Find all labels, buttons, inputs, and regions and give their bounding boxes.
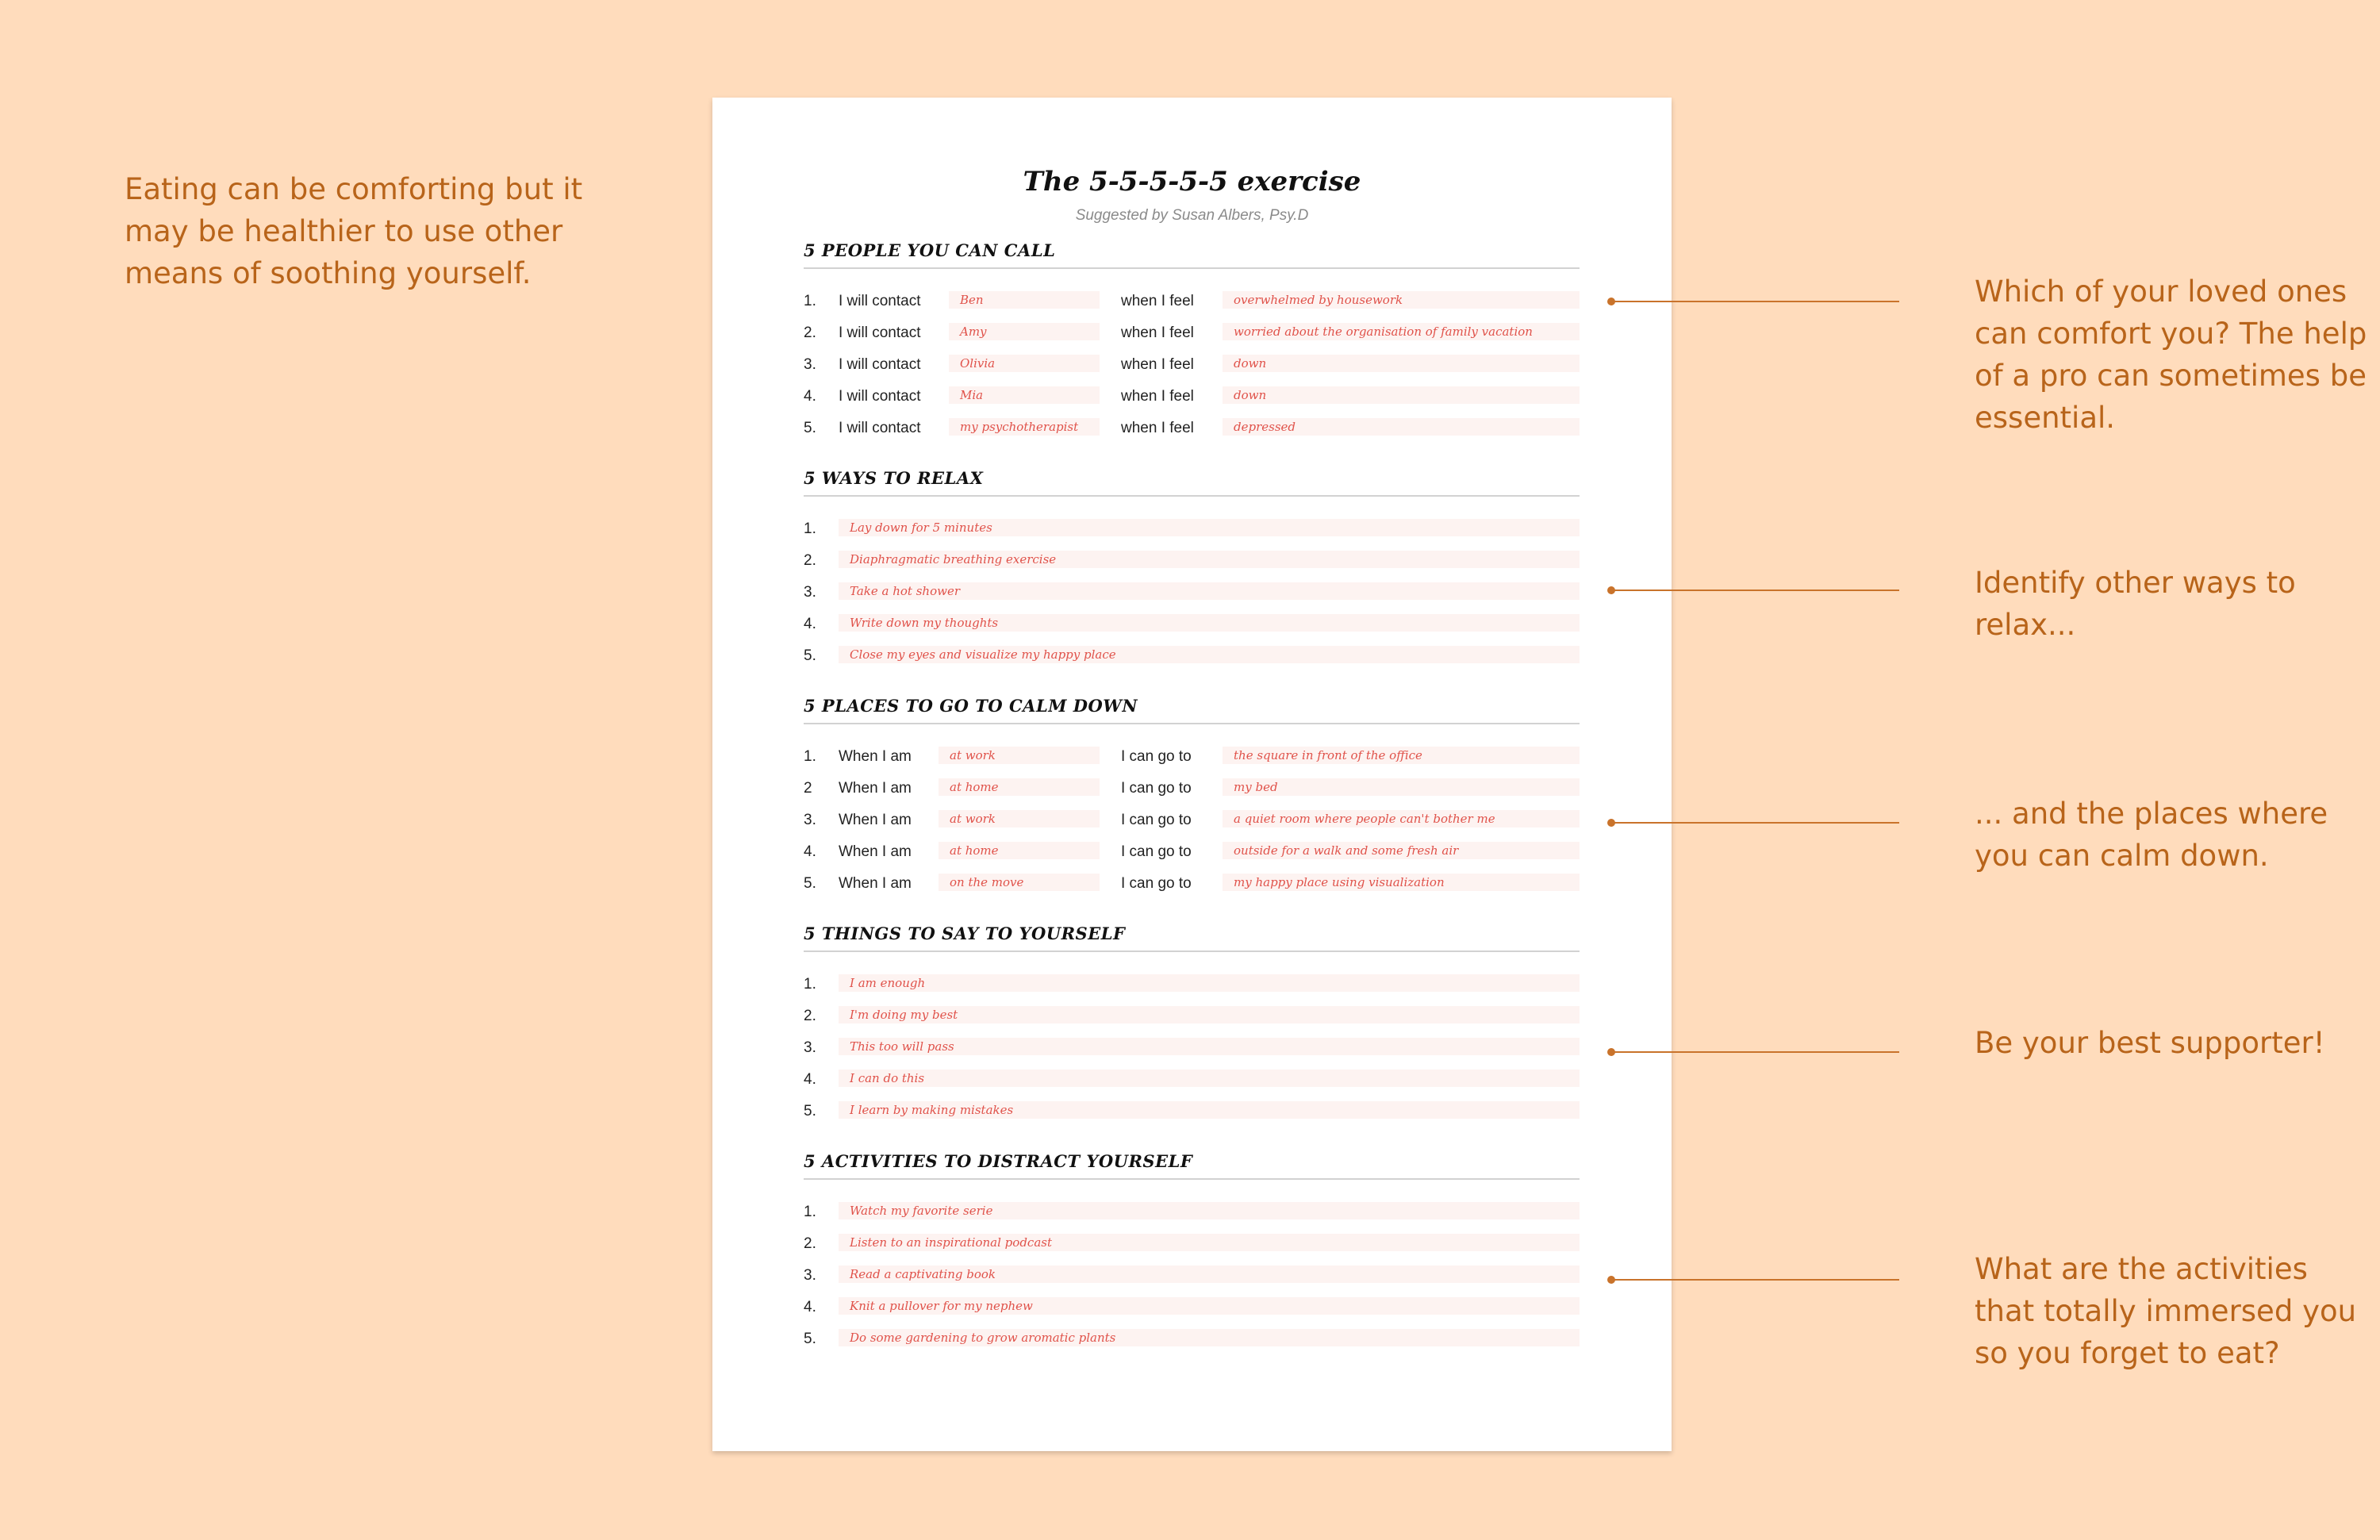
section-title: 5 PEOPLE YOU CAN CALL	[804, 240, 1580, 269]
section-title: 5 THINGS TO SAY TO YOURSELF	[804, 924, 1580, 952]
person-field[interactable]: Olivia	[949, 355, 1100, 372]
row-prefix: When I am	[839, 812, 912, 828]
feeling-field[interactable]: depressed	[1223, 418, 1580, 436]
list-item	[804, 1291, 1580, 1323]
row-prefix: When I am	[839, 843, 912, 860]
activity-field[interactable]: Do some gardening to grow aromatic plants	[839, 1329, 1580, 1346]
item-number: 2.	[804, 1235, 816, 1252]
list-item	[804, 317, 1580, 348]
row-prefix: I will contact	[839, 356, 921, 373]
item-number: 3.	[804, 1267, 816, 1284]
item-number: 1.	[804, 1204, 816, 1220]
item-number: 2.	[804, 325, 816, 341]
connector-line-activities	[1611, 1279, 1899, 1281]
row-prefix: I will contact	[839, 325, 921, 341]
row-prefix: I will contact	[839, 388, 921, 405]
item-number: 2	[804, 780, 812, 797]
feeling-field[interactable]: overwhelmed by housework	[1223, 291, 1580, 309]
intro-note: Eating can be comforting but it may be healthier to use other means of soothing yourself.	[125, 172, 583, 290]
place-field[interactable]: my happy place using visualization	[1223, 874, 1580, 891]
list-item	[804, 835, 1580, 867]
section-people	[804, 240, 1580, 444]
list-item	[804, 639, 1580, 671]
row-mid: when I feel	[1121, 325, 1194, 341]
list-item	[804, 412, 1580, 444]
person-field[interactable]: Mia	[949, 386, 1100, 404]
section-places	[804, 696, 1580, 899]
relax-field[interactable]: Close my eyes and visualize my happy place	[839, 646, 1580, 663]
affirmation-field[interactable]: I learn by making mistakes	[839, 1101, 1580, 1119]
activity-field[interactable]: Knit a pullover for my nephew	[839, 1297, 1580, 1315]
item-number: 1.	[804, 748, 816, 765]
affirmation-field[interactable]: I am enough	[839, 974, 1580, 992]
section-title: 5 WAYS TO RELAX	[804, 468, 1580, 497]
item-number: 3.	[804, 584, 816, 601]
worksheet-title: The 5-5-5-5-5 exercise	[1000, 166, 1385, 198]
place-field[interactable]: my bed	[1223, 778, 1580, 796]
list-item	[804, 576, 1580, 608]
worksheet-subtitle: Suggested by Susan Albers, Psy.D	[1075, 207, 1309, 224]
worksheet-page	[712, 98, 1672, 1451]
row-prefix: When I am	[839, 875, 912, 892]
situation-field[interactable]: on the move	[939, 874, 1100, 891]
person-field[interactable]: my psychotherapist	[949, 418, 1100, 436]
feeling-field[interactable]: worried about the organisation of family vacation	[1223, 323, 1580, 340]
note-people: Which of your loved ones can comfort you? The help of a pro can sometimes be essential.	[1975, 275, 2367, 435]
row-prefix: When I am	[839, 780, 912, 797]
list-item	[804, 1031, 1580, 1063]
activity-field[interactable]: Watch my favorite serie	[839, 1202, 1580, 1219]
list-item	[804, 968, 1580, 1000]
item-number: 5.	[804, 647, 816, 664]
item-number: 4.	[804, 843, 816, 860]
item-number: 5.	[804, 1331, 816, 1347]
list-item	[804, 513, 1580, 544]
situation-field[interactable]: at home	[939, 778, 1100, 796]
section-rows	[804, 513, 1580, 671]
note-relax: Identify other ways to relax...	[1975, 566, 2296, 642]
relax-field[interactable]: Write down my thoughts	[839, 614, 1580, 632]
list-item	[804, 608, 1580, 639]
activity-field[interactable]: Listen to an inspirational podcast	[839, 1234, 1580, 1251]
item-number: 5.	[804, 420, 816, 436]
list-item	[804, 804, 1580, 835]
feeling-field[interactable]: down	[1223, 386, 1580, 404]
list-item	[804, 348, 1580, 380]
row-mid: I can go to	[1121, 875, 1192, 892]
feeling-field[interactable]: down	[1223, 355, 1580, 372]
worksheet-header	[712, 166, 1672, 225]
connector-line-affirmations	[1611, 1051, 1899, 1053]
section-rows	[804, 740, 1580, 899]
section-title: 5 ACTIVITIES TO DISTRACT YOURSELF	[804, 1151, 1580, 1180]
row-mid: I can go to	[1121, 843, 1192, 860]
connector-line-places	[1611, 822, 1899, 824]
place-field[interactable]: the square in front of the office	[1223, 747, 1580, 764]
list-item	[804, 740, 1580, 772]
list-item	[804, 1196, 1580, 1227]
list-item	[804, 1095, 1580, 1127]
item-number: 2.	[804, 552, 816, 569]
list-item	[804, 1323, 1580, 1354]
row-prefix: I will contact	[839, 420, 921, 436]
section-relax	[804, 468, 1580, 671]
list-item	[804, 544, 1580, 576]
section-affirmations	[804, 924, 1580, 1127]
relax-field[interactable]: Take a hot shower	[839, 582, 1580, 600]
place-field[interactable]: a quiet room where people can't bother me	[1223, 810, 1580, 828]
person-field[interactable]: Amy	[949, 323, 1100, 340]
affirmation-field[interactable]: I can do this	[839, 1070, 1580, 1087]
activity-field[interactable]: Read a captivating book	[839, 1265, 1580, 1283]
list-item	[804, 867, 1580, 899]
item-number: 4.	[804, 1299, 816, 1315]
place-field[interactable]: outside for a walk and some fresh air	[1223, 842, 1580, 859]
situation-field[interactable]: at work	[939, 747, 1100, 764]
note-activities: What are the activities that totally immersed you so you forget to eat?	[1975, 1252, 2357, 1370]
list-item	[804, 380, 1580, 412]
section-activities	[804, 1151, 1580, 1354]
section-rows	[804, 285, 1580, 444]
row-mid: when I feel	[1121, 293, 1194, 309]
item-number: 2.	[804, 1008, 816, 1024]
row-mid: I can go to	[1121, 812, 1192, 828]
row-prefix: When I am	[839, 748, 912, 765]
note-places: ... and the places where you can calm down.	[1975, 797, 2328, 873]
row-mid: when I feel	[1121, 420, 1194, 436]
list-item	[804, 1259, 1580, 1291]
list-item	[804, 285, 1580, 317]
relax-field[interactable]: Diaphragmatic breathing exercise	[839, 551, 1580, 568]
item-number: 4.	[804, 616, 816, 632]
row-mid: when I feel	[1121, 356, 1194, 373]
item-number: 1.	[804, 293, 816, 309]
row-mid: I can go to	[1121, 780, 1192, 797]
section-rows	[804, 1196, 1580, 1354]
item-number: 1.	[804, 520, 816, 537]
list-item	[804, 772, 1580, 804]
connector-line-people	[1611, 301, 1899, 302]
affirmation-field[interactable]: I'm doing my best	[839, 1006, 1580, 1023]
list-item	[804, 1063, 1580, 1095]
row-mid: I can go to	[1121, 748, 1192, 765]
item-number: 4.	[804, 1071, 816, 1088]
item-number: 3.	[804, 356, 816, 373]
situation-field[interactable]: at home	[939, 842, 1100, 859]
item-number: 4.	[804, 388, 816, 405]
list-item	[804, 1000, 1580, 1031]
item-number: 1.	[804, 976, 816, 993]
item-number: 5.	[804, 875, 816, 892]
section-title: 5 PLACES TO GO TO CALM DOWN	[804, 696, 1580, 724]
row-mid: when I feel	[1121, 388, 1194, 405]
relax-field[interactable]: Lay down for 5 minutes	[839, 519, 1580, 536]
person-field[interactable]: Ben	[949, 291, 1100, 309]
item-number: 3.	[804, 1039, 816, 1056]
affirmation-field[interactable]: This too will pass	[839, 1038, 1580, 1055]
row-prefix: I will contact	[839, 293, 921, 309]
situation-field[interactable]: at work	[939, 810, 1100, 828]
connector-line-relax	[1611, 590, 1899, 591]
list-item	[804, 1227, 1580, 1259]
note-affirmations: Be your best supporter!	[1975, 1026, 2325, 1060]
item-number: 3.	[804, 812, 816, 828]
section-rows	[804, 968, 1580, 1127]
item-number: 5.	[804, 1103, 816, 1119]
